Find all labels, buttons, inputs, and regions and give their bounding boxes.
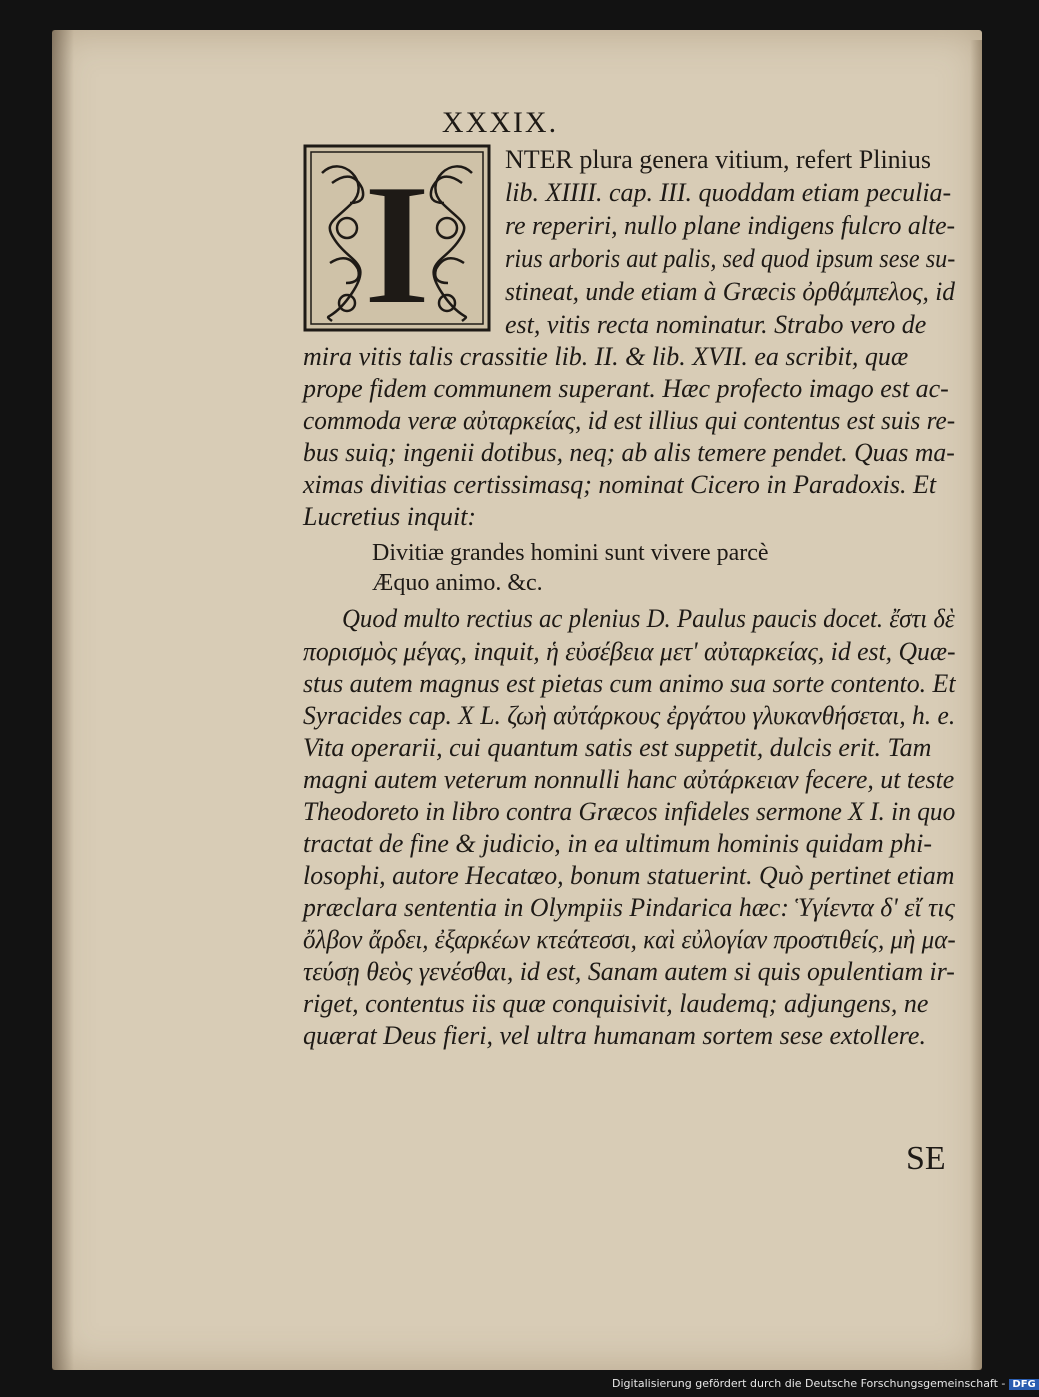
text-line: tractat de fine & judicio, in ea ultimum hominis quidam phi- [303,829,933,858]
text-line: ὄλβον ἄρδει, ἐξαρκέων κτεάτεσσι, καὶ εὐλογίαν προστιθείς, μὴ μα- [303,925,956,954]
verse-line: Æquo animo. &c. [372,570,543,596]
text-line: re reperiri, nullo plane indigens fulcro alte- [505,211,956,240]
text-line: Vita operarii, cui quantum satis est suppetit, dulcis erit. Tam [303,733,932,762]
text-line: Quod multo rectius ac plenius D. Paulus paucis docet. ἔστι δὲ [342,604,955,633]
text-line: quærat Deus fieri, vel ultra humanam sortem sese extollere. [303,1021,926,1050]
text-line: stus autem magnus est pietas cum animo sua sorte contento. Et [303,669,956,698]
verse-line: Divitiæ grandes homini sunt vivere parcè [372,540,769,566]
text-line: magni autem veterum nonnulli hanc αὐτάρκειαν fecere, ut teste [303,765,955,794]
page-number: XXXIX. [441,106,559,139]
text-line: mira vitis talis crassitie lib. II. & lib. XVII. ea scribit, quæ [303,342,909,371]
text-line: πορισμὸς μέγας, inquit, ἡ εὐσέβεια μετ' αὐταρκείας, id est, Quæ- [303,637,956,666]
text-line: bus suiq; ingenii dotibus, neq; ab alis temere pendet. Quas ma- [303,438,955,467]
digitization-footer [612,1377,1039,1390]
footer-text: Digitalisierung gefördert durch die Deutsche Forschungsgemeinschaft - [612,1377,1006,1390]
text-line: NTER plura genera vitium, refert Plinius [505,145,932,174]
initial-letter: I [362,147,432,341]
text-line: stineat, unde etiam à Græcis ὀρθάμπελος, id [505,277,955,306]
text-line: losophi, autore Hecatæo, bonum statuerint. Quò pertinet etiam [303,861,955,890]
text-line: riget, contentus iis quæ conquisivit, laudemq; adjungens, ne [303,989,929,1018]
dfg-logo: DFG [1009,1379,1038,1390]
text-line: commoda veræ αὐταρκείας, id est illius qui contentus est suis re- [303,406,956,435]
text-line: τεύσῃ θεὸς γενέσθαι, id est, Sanam autem si quis opulentiam ir- [303,957,955,986]
spine-shadow [52,30,74,1370]
text-line: est, vitis recta nominatur. Strabo vero de [505,310,927,339]
text-line: Theodoreto in libro contra Græcos infideles sermone X I. in quo [303,797,956,826]
text-line: ximas divitias certissimasq; nominat Cicero in Paradoxis. Et [303,470,937,499]
catchword: SE [906,1140,946,1177]
page-edge [970,40,982,1370]
text-line: rius arboris aut palis, sed quod ipsum sese su- [505,244,956,273]
text-line: præclara sententia in Olympiis Pindarica hæc: Ὑγίεντα δ' εἴ τις [303,893,955,922]
decorated-initial [302,143,492,341]
text-line: Syracides cap. X L. ζωὴ αὐτάρκους ἐργάτου γλυκανθήσεται, h. e. [303,701,956,730]
text-line: prope fidem communem superant. Hæc profecto imago est ac- [303,374,949,403]
text-line: Lucretius inquit: [303,502,477,531]
text-line: lib. XIIII. cap. III. quoddam etiam peculia- [505,178,952,207]
